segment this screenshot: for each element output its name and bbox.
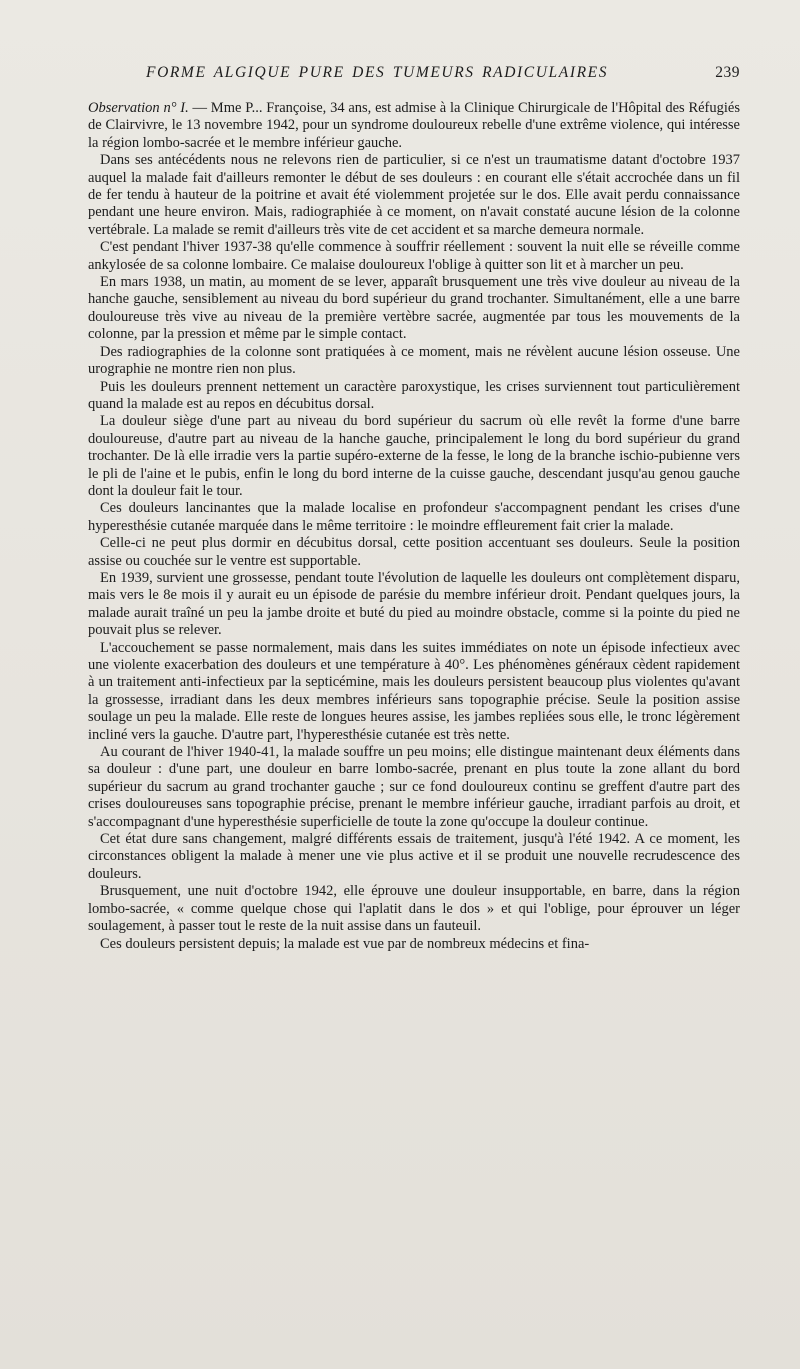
body-paragraph: Brusquement, une nuit d'octobre 1942, elle éprouve une douleur insupportable, en barre, dans la région lombo-sacrée, « comme quelque chose qui l'aplatit dans le dos » et qui l'oblige, pour éprouver un léger soulagement, à passer tout le reste de la nuit assise dans un fauteuil. [88,883,740,935]
body-paragraph: Des radiographies de la colonne sont pratiquées à ce moment, mais ne révèlent aucune lésion osseuse. Une urographie ne montre rien non plus. [88,343,740,378]
page-number: 239 [715,64,740,81]
body-paragraph: En 1939, survient une grossesse, pendant toute l'évolution de laquelle les douleurs ont complètement disparu, mais vers le 8e mois il y aurait eu un épisode de parésie du membre inférieur droit. Pendant quelques jours, la malade aurait traîné un peu la jambe droite et buté du pied au moindre obstacle, comme si la pointe du pied ne pouvait plus se relever. [88,569,740,639]
body-paragraph: L'accouchement se passe normalement, mais dans les suites immédiates on note un épisode infectieux avec une violente exacerbation des douleurs et une température à 40°. Les phénomènes généraux cèdent rapidement à un traitement anti-infectieux par la septicémine, mais les douleurs persistent beaucoup plus violentes qu'avant la grossesse, irradiant dans les deux membres inférieurs sans topographie précise. Seule la position assise soulage un peu la malade. Elle reste de longues heures assise, les jambes repliées sous elle, le tronc légèrement incliné vers la gauche. D'autre part, l'hyperesthésie cutanée est très nette. [88,639,740,743]
body-paragraph: Ces douleurs lancinantes que la malade localise en profondeur s'accompagnent pendant les crises d'une hyperesthésie cutanée marquée dans le même territoire : le moindre effleurement fait crier la malade. [88,500,740,534]
running-head [88,64,740,90]
body-paragraph: La douleur siège d'une part au niveau du bord supérieur du sacrum où elle revêt la forme d'une barre douloureuse, d'autre part au niveau de la hanche gauche, principalement le long du bord supérieur du grand trochanter. De là elle irradie vers la partie supéro-externe de la fesse, le long de la branche ischio-pubienne vers le pli de l'aine et le pubis, enfin le long du bord interne de la cuisse gauche, descendant jusqu'au genou gauche dont la douleur fait le tour. [88,413,740,499]
body-paragraph: Ces douleurs persistent depuis; la malade est vue par de nombreux médecins et fina- [100,935,590,952]
observation-label: Observation n° I. [88,100,189,116]
running-title: FORME ALGIQUE PURE DES TUMEURS RADICULAIRES [146,64,609,81]
body-paragraph: Au courant de l'hiver 1940-41, la malade souffre un peu moins; elle distingue maintenant deux éléments dans sa douleur : d'une part, une douleur en barre lombo-sacrée, prenant en plus toute la zone allant du bord supérieur du sacrum au grand trochanter gauche ; sur ce fond douloureux continu se greffent d'autre part des crises douloureuses sans topographie précise, prenant le membre inférieur gauche, irradiant parfois au droit, et s'accompagnant d'une hyperesthésie superficielle de toute la zone qu'occupe la douleur continue. [88,744,740,830]
body-paragraph: C'est pendant l'hiver 1937-38 qu'elle commence à souffrir réellement : souvent la nuit elle se réveille comme ankylosée de sa colonne lombaire. Ce malaise douloureux l'oblige à quitter son lit et à marcher un peu. [88,239,740,273]
observation-paragraph [88,100,740,152]
text-body [88,100,740,953]
body-paragraph: En mars 1938, un matin, au moment de se lever, apparaît brusquement une très vive douleur au niveau de la hanche gauche, sensiblement au niveau du bord supérieur du grand trochanter. Simultanément, elle a une barre douloureuse très vive au niveau de la première vertèbre sacrée, augmentée par tous les mouvements de la colonne, par la pression et même par le simple contact. [88,274,740,343]
observation-intro: — Mme P... Françoise, 34 ans, est admise à la Clinique Chirurgicale de l'Hôpital des Réfugiés de Clairvivre, le 13 novembre 1942, pour un syndrome douloureux rebelle d'une extrême violence, qui intéresse la région lombo-sacrée et le membre inférieur gauche. [88,100,740,151]
body-paragraph: Puis les douleurs prennent nettement un caractère paroxystique, les crises surviennent tout particulièrement quand la malade est au repos en décubitus dorsal. [88,378,740,412]
body-paragraph: Celle-ci ne peut plus dormir en décubitus dorsal, cette position accentuant ses douleurs. Seule la position assise ou couchée sur le ventre est supportable. [88,535,740,569]
body-paragraph: Cet état dure sans changement, malgré différents essais de traitement, jusqu'à l'été 1942. A ce moment, les circonstances obligent la malade à mener une vie plus active et il se produit une nouvelle recrudescence des douleurs. [88,831,740,882]
body-paragraph: Dans ses antécédents nous ne relevons rien de particulier, si ce n'est un traumatisme datant d'octobre 1937 auquel la malade fait d'ailleurs remonter le début de ses douleurs : en courant elle s'était accrochée dans un fil de fer tendu à hauteur de la poitrine et avait été violemment projetée sur le dos. Elle avait perdu connaissance pendant une heure environ. Mais, radiographiée à ce moment, on n'avait constaté aucune lésion de la colonne vertébrale. La malade se remit d'ailleurs très vite de cet accident et sa marche demeura normale. [88,152,740,238]
